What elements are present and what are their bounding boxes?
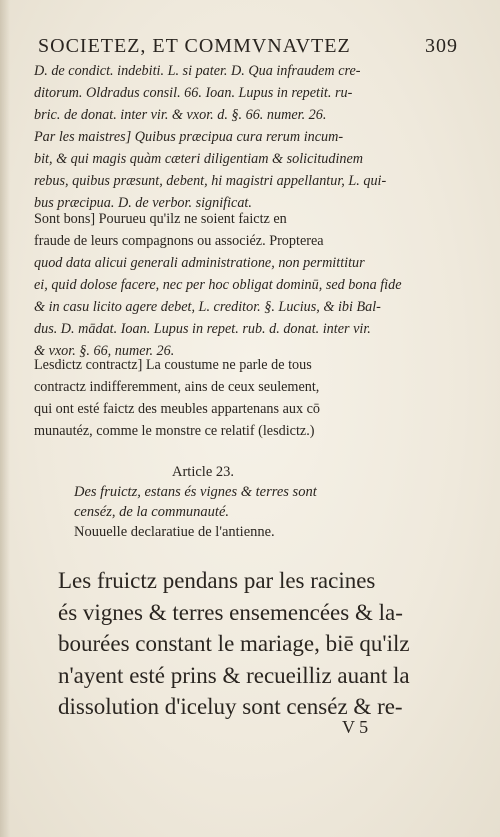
running-header xyxy=(38,34,458,58)
text-line: munautéz, comme le monstre ce relatif (lesdictz.) xyxy=(34,423,315,439)
text-line: bric. de donat. inter vir. & vxor. d. §. 66. numer. 26. xyxy=(34,107,327,123)
gloss-paragraph-maistres xyxy=(34,126,466,214)
article-heading-block xyxy=(74,462,317,542)
main-article-text xyxy=(58,565,468,723)
text-line: Sont bons] Pourueu qu'ilz ne soient faictz en xyxy=(34,211,287,227)
text-line: dus. D. mādat. Ioan. Lupus in repet. rub. d. donat. inter vir. xyxy=(34,321,371,337)
text-line: ei, quid dolose facere, nec per hoc obligat dominū, sed bona fide xyxy=(34,277,402,293)
text-line: D. de condict. indebiti. L. si pater. D. Qua infraudem cre- xyxy=(34,63,361,79)
article-subtitle-line: censéz, de la communauté. xyxy=(74,504,230,520)
citation-paragraph-1 xyxy=(34,60,466,126)
text-line: bourées constant le mariage, biē qu'ilz xyxy=(58,631,410,656)
page-number: 309 xyxy=(425,35,458,57)
text-line: dissolution d'iceluy sont censéz & re- xyxy=(58,694,403,719)
text-line: qui ont esté faictz des meubles appartenans aux cō xyxy=(34,401,321,417)
text-line: bus præcipua. D. de verbor. significat. xyxy=(34,195,252,211)
binding-gutter xyxy=(0,0,10,837)
text-line: és vignes & terres ensemencées & la- xyxy=(58,599,403,625)
signature-mark: V 5 xyxy=(342,717,369,737)
text-line: bit, & qui magis quàm cæteri diligentiam & solicitudinem xyxy=(34,151,364,167)
text-line: contractz indifferemment, ains de ceux seulement, xyxy=(34,379,320,395)
text-line: Par les maistres] Quibus præcipua cura rerum incum- xyxy=(34,129,344,145)
text-line: Lesdictz contractz] La coustume ne parle de tous xyxy=(34,357,312,373)
text-line: n'ayent esté prins & recueilliz auant la xyxy=(58,662,410,688)
gloss-paragraph-sont-bons xyxy=(34,208,466,362)
text-line: Les fruictz pendans par les racines xyxy=(58,568,376,593)
gloss-paragraph-contractz xyxy=(34,354,466,442)
header-title: SOCIETEZ, ET COMMVNAVTEZ xyxy=(38,35,351,57)
text-line: fraude de leurs compagnons ou associéz. Propterea xyxy=(34,233,324,249)
text-line: & vxor. §. 66, numer. 26. xyxy=(34,343,175,359)
text-line: rebus, quibus præsunt, debent, hi magistri appellantur, L. qui- xyxy=(34,173,387,189)
text-line: quod data alicui generali administratione, non permittitur xyxy=(34,255,365,271)
text-line: ditorum. Oldradus consil. 66. Ioan. Lupus in repetit. ru- xyxy=(34,85,353,101)
article-heading: Article 23. xyxy=(172,464,235,480)
article-subtitle-line: Des fruictz, estans és vignes & terres sont xyxy=(74,484,317,500)
text-line: & in casu licito agere debet, L. creditor. §. Lucius, & ibi Bal- xyxy=(34,299,381,315)
article-note: Nouuelle declaratiue de l'antienne. xyxy=(74,524,275,540)
